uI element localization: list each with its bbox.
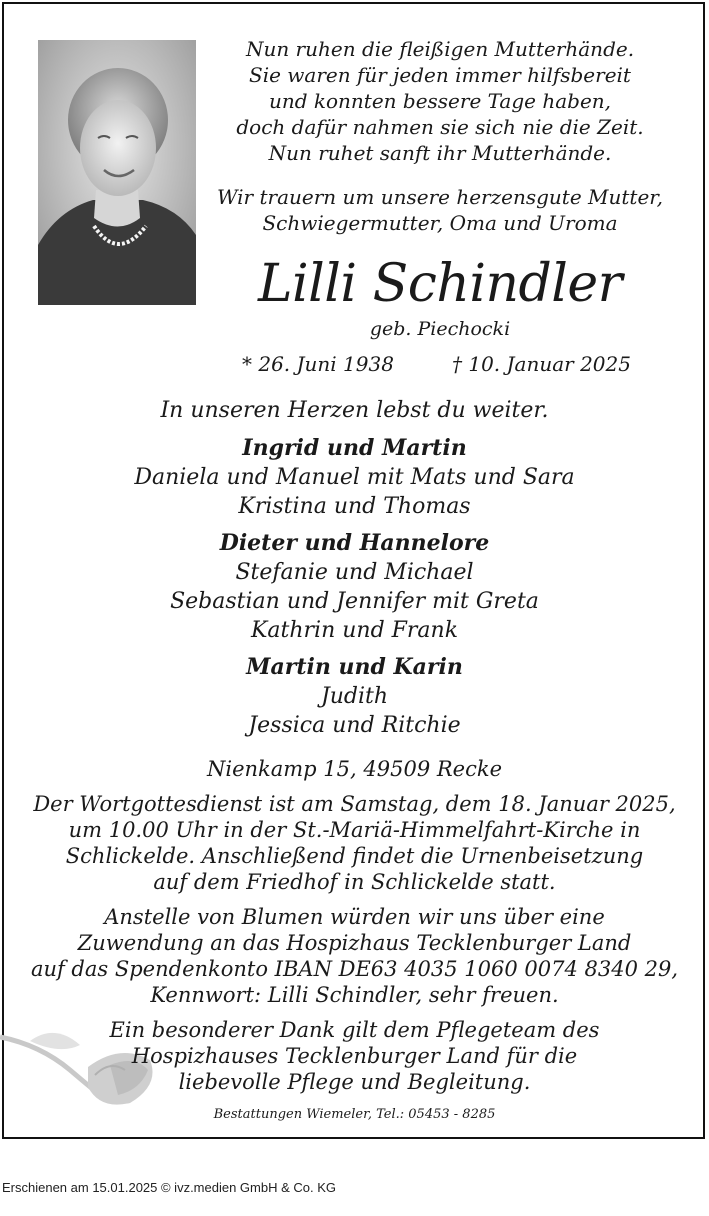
deceased-name: Lilli Schindler	[258, 254, 622, 314]
birth-date: * 26. Juni 1938	[242, 352, 394, 376]
service-line: auf dem Friedhof in Schlickelde statt.	[153, 870, 556, 894]
service-line: um 10.00 Uhr in der St.-Mariä-Himmelfahrt-Kirche in	[68, 818, 641, 842]
family-head: Dieter und Hannelore	[219, 530, 490, 556]
poem-line: doch dafür nahmen sie sich nie die Zeit.	[236, 115, 644, 139]
family-line: Daniela und Manuel mit Mats und Sara	[134, 465, 575, 490]
undertaker-contact: Bestattungen Wiemeler, Tel.: 05453 - 8285	[213, 1107, 496, 1122]
family-line: Kristina und Thomas	[238, 494, 471, 519]
motto: In unseren Herzen lebst du weiter.	[160, 398, 549, 423]
poem-line: Nun ruhet sanft ihr Mutterhände.	[268, 141, 612, 165]
portrait-photo	[38, 40, 196, 305]
donation-line: auf das Spendenkonto IBAN DE63 4035 1060 0074 8340 29,	[30, 957, 679, 981]
family-line: Stefanie und Michael	[235, 560, 474, 585]
poem-line: und konnten bessere Tage haben,	[268, 89, 612, 113]
thanks-line: Ein besonderer Dank gilt dem Pflegeteam des	[109, 1018, 600, 1042]
thanks-line: liebevolle Pflege und Begleitung.	[178, 1070, 531, 1094]
family-line: Judith	[320, 684, 389, 709]
family-line: Sebastian und Jennifer mit Greta	[170, 589, 539, 614]
service-line: Der Wortgottesdienst ist am Samstag, dem 18. Januar 2025,	[33, 792, 676, 816]
family-head: Ingrid und Martin	[242, 435, 467, 461]
poem-line: Nun ruhen die fleißigen Mutterhände.	[245, 37, 635, 61]
donation-line: Zuwendung an das Hospizhaus Tecklenburger Land	[77, 931, 632, 955]
family-line: Kathrin und Frank	[250, 618, 459, 643]
donation-line: Kennwort: Lilli Schindler, sehr freuen.	[150, 983, 559, 1007]
family-line: Jessica und Ritchie	[248, 713, 461, 738]
address: Nienkamp 15, 49509 Recke	[206, 757, 503, 781]
donation-line: Anstelle von Blumen würden wir uns über eine	[104, 905, 605, 929]
birth-name: geb. Piechocki	[369, 318, 511, 340]
death-date: † 10. Januar 2025	[452, 352, 631, 376]
poem-line: Sie waren für jeden immer hilfsbereit	[249, 63, 631, 87]
mourning-line: Schwiegermutter, Oma und Uroma	[262, 211, 618, 235]
mourning-line: Wir trauern um unsere herzensgute Mutter,	[216, 185, 664, 209]
family-head: Martin und Karin	[246, 654, 463, 680]
service-line: Schlickelde. Anschließend findet die Urnenbeisetzung	[65, 844, 644, 868]
publication-note: Erschienen am 15.01.2025 © ivz.medien GmbH & Co. KG	[2, 1180, 337, 1195]
thanks-line: Hospizhauses Tecklenburger Land für die	[131, 1044, 578, 1068]
